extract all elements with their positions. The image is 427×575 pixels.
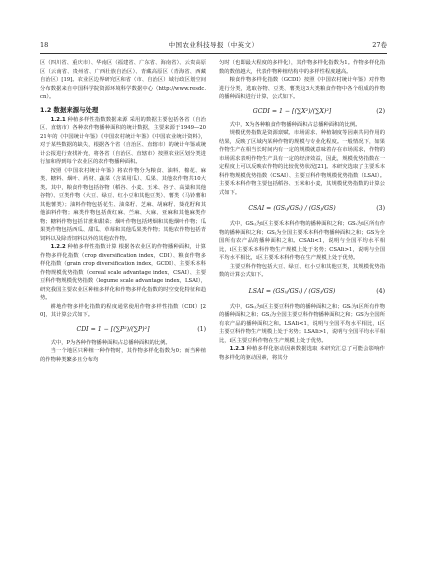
paragraph-eq3-note: 式中，GSᵢⱼ为i区主要禾本科作物的播种面积之和；GSᵢ为i区所有作物的播种面积之和；GSⱼ为全国主要禾本科作物播种面积之和；GS为全国所有农产品的播种面积之和。CSAIi<1，说明与全国平均水平相比，i区主要禾本科作物生产规模上处于劣势；CSAIi>1，说明与全国平均水平相比，i区主要禾本科作物在生产规模上处于优势。: [219, 221, 385, 261]
equation-4: [219, 283, 385, 301]
paragraph-data-source: [40, 116, 206, 167]
running-header: [40, 40, 387, 50]
header-rule: [40, 53, 387, 54]
paragraph-cdi-cont: 匀时（也即最大程度的多样化），其作物多样化指数为1。作物多样化指数的数值越大，代表作物种植结构中的多样性程度越高。: [219, 60, 385, 75]
left-column: [40, 59, 206, 364]
right-column: [219, 59, 385, 362]
subsection-title: 种植多样性指数数据来源: [67, 116, 128, 123]
volume-label: 27卷: [372, 41, 387, 49]
paragraph-eq2-note: 式中，X为各种粮食作物播种面积占总播种面积的比例。: [229, 121, 361, 128]
equation-expression: CSAI = (GSᵢⱼ/GSᵢ) / (GSⱼ/GS): [248, 205, 336, 212]
paragraph-gcdi-intro: 粮食作物多样化指数（GCDI）按照《中国农村统计年鉴》对作物进行分类，选取谷物、豆类、薯类这3大类粮食作物中各个组成的作物的播种面积进行计算，公式如下。: [219, 77, 385, 100]
page-number: 18: [40, 41, 49, 49]
equation-number: (1): [197, 325, 206, 333]
equation-number: (4): [376, 287, 385, 295]
section-heading: 1.2 数据来源与处理: [40, 105, 99, 114]
paragraph-text: 本研究汇总了可能会影响作物多样化的驱动因素，将其分: [219, 346, 385, 361]
equation-1: [40, 323, 206, 337]
equation-2: [219, 105, 385, 119]
equation-expression: GCDI = 1 − [(∑X²)/(∑X)²]: [252, 107, 332, 115]
subsection-number: 1.2.3: [229, 346, 245, 352]
paragraph-eq4-note: 式中，GSᵢⱼ为i区主要豆科作物的播种面积之和；GSᵢ为i区所有作物的播种面积之和；GSⱼ为全国主要豆科作物播种面积之和；GS为全国所有农产品的播种面积之和。LSAIi<1，说明与全国平均水平相比，i区主要豆科作物生产规模上处于劣势；LSAIi>1，说明与全国平均水平相比，i区主要豆科作物在生产规模上处于优势。: [219, 303, 385, 344]
subsection-title: 种植多样化驱动因素数据选取: [246, 346, 318, 352]
paragraph-index-calc: [40, 243, 206, 303]
paragraph-eq1-note: 式中，P为各种作物播种面积占总播种面积的比例。: [50, 339, 171, 346]
equation-3: [219, 200, 385, 218]
paragraph-driving-factors: [219, 345, 385, 362]
paragraph-crop-classes: 按照《中国农村统计年鉴》将农作物分为粮食、油料、棉花、麻类、糖料、烟叶、药材、蔬菜（含菜用瓜）、瓜果、其他农作物共10大类。其中，粮食作物包括谷物（稻谷、小麦、玉米、谷子、高粱和其他谷物）、豆类作物（大豆、绿豆、红小豆和其他豆类）、薯类（马铃薯和其他薯类）；油料作物包括花生、油菜籽、芝麻、胡麻籽、葵花籽和其他油料作物；麻类作物包括黄红麻、苎麻、大麻、亚麻和其他麻类作物；糖料作物包括甘蔗和甜菜；烟叶作物包括烤烟和其他烟叶作物；瓜果类作物包括西瓜、甜瓜、草莓和其他瓜果类作物；其他农作物包括青饲料以及除青饲料以外的其他农作物。: [40, 167, 206, 242]
paragraph-text: 根据各农业区的作物播种面积，计算作物多样化指数（crop diversification index，CDI）、粮食作物多样化指数（grain crop diversification index，GCDI）、主要禾本科作物规模优势指数（cereal scale advantage index，CSAI）、主要豆科作物规模优势指数（legume scale advantage index，LSAI），研究我国主要农业区种植多样化和作物多样化指数的时空变化特征和趋势。: [40, 244, 206, 301]
paragraph-legume-intro: 主要豆科作物包括大豆、绿豆、红小豆和其他豆类，其规模优势指数的计算公式如下。: [219, 263, 385, 278]
equation-number: (3): [376, 205, 385, 212]
subsection-title: 种植多样性指数计算: [67, 244, 117, 250]
paragraph-text: 采用的数据主要包括各省（自治区、直辖市）各种农作物播种面积的统计数据，主要来源于1949—2021年的《中国统计年鉴》《中国农村统计年鉴》《中国农业统计资料》，对于某些数据的缺失，根据各个省（自治区、直辖市）的统计年鉴或统计公报进行查找补充，将各省（自治区、直辖市）按照农业区划分类进行加和得到每个农业区的农作物播种面积。: [40, 116, 206, 165]
paragraph-region-list: 区（四川省、重庆市）、华南区（福建省、广东省、海南省）、云贵高原区（云南省、贵州省、广西壮族自治区）、青藏高原区（青海省、西藏自治区）[19]。农业区边界研究区和省（市、自治区）域行政区划空间分布数据来自中国科学院资源环境科学数据中心（http://www.resdc.cn）。: [40, 60, 206, 100]
equation-number: (2): [376, 107, 385, 115]
paragraph-cdi-intro: 耕地作物多样化指数的程度通常使用作物多样性指数（CDI）[20]，其计算公式如下。: [40, 303, 206, 318]
subsection-number: 1.2.1: [50, 116, 66, 123]
paragraph-cdi-range: 当一个地区只种植一种作物时，其作物多样化指数为0；而当种植的作物种类繁多且分布均: [40, 348, 206, 363]
paragraph-scale-advantage: 规模优势指数是资源禀赋、市场需求、种植制度等因素共同作用的结果，反映了区域内某种作物的规模与专业化程度。一般情况下，如果作物生产在相当长时间内有一定的规模就意味着存在市场需求，作物的市场需求表明作物生产具有一定的经济效益，因此，规模优势指数在一定程度上可以反映农作物的比较优势状况[21]。本研究选取了主要禾本科作物规模优势指数（CSAI）、主要豆科作物规模优势指数（LSAI）。主要禾本科作物主要包括稻谷、玉米和小麦，其规模优势指数的计算公式如下。: [219, 130, 385, 196]
subsection-number: 1.2.2: [50, 244, 66, 250]
equation-expression: CDI = 1 − [(∑P²)/(∑P)²]: [76, 325, 150, 333]
equation-expression: LSAI = (GSᵢⱼ/GSᵢ) / (GSⱼ/GS): [248, 287, 336, 295]
journal-title: 中国农业科技导报（中英文）: [168, 41, 259, 49]
